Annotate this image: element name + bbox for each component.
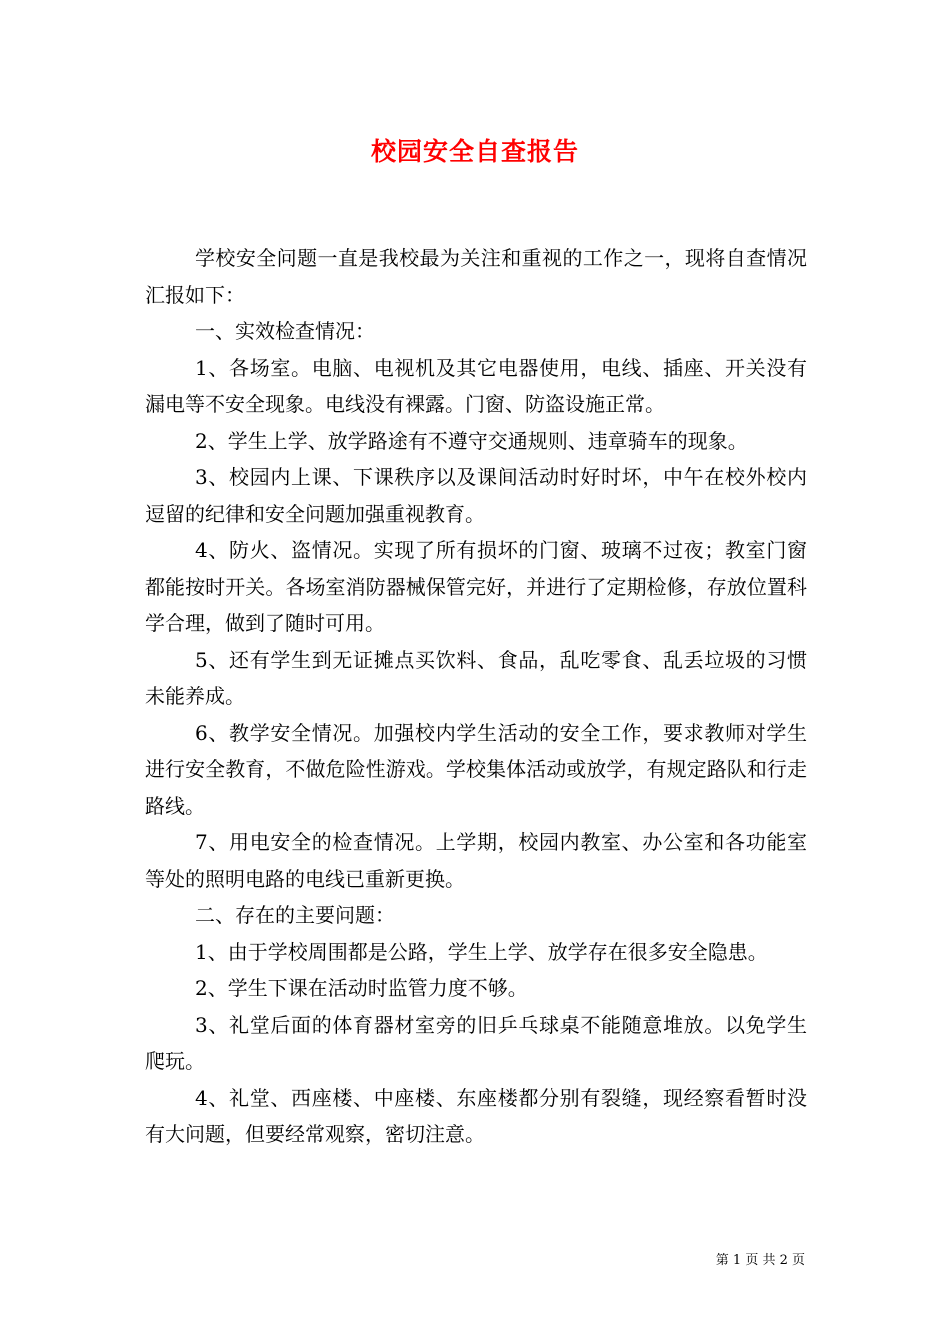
section-heading-2: 二、存在的主要问题： [195, 903, 395, 927]
paragraph-intro: 学校安全问题一直是我校最为关注和重视的工作之一，现将自查情况汇报如下： [145, 246, 807, 307]
paragraph-item: 4、防火、盗情况。实现了所有损坏的门窗、玻璃不过夜；教室门窗都能按时开关。各场室消防器械保管完好，并进行了定期检修，存放位置科学合理，做到了随时可用。 [145, 538, 807, 635]
page-number: 第 1 页 共 2 页 [715, 1253, 805, 1268]
document-title: 校园安全自查报告 [370, 137, 579, 166]
paragraph-item: 6、教学安全情况。加强校内学生活动的安全工作，要求教师对学生进行安全教育，不做危险性游戏。学校集体活动或放学，有规定路队和行走路线。 [145, 720, 807, 818]
paragraph-item: 1、由于学校周围都是公路，学生上学、放学存在很多安全隐患。 [195, 939, 768, 964]
document-body [145, 240, 807, 1153]
paragraph-item: 2、学生下课在活动时监管力度不够。 [195, 976, 528, 1000]
paragraph-item: 7、用电安全的检查情况。上学期，校园内教室、办公室和各功能室等处的照明电路的电线已重新更换。 [145, 830, 807, 891]
section-heading-1: 一、实效检查情况： [195, 319, 375, 343]
paragraph-item: 5、还有学生到无证摊点买饮料、食品，乱吃零食、乱丢垃圾的习惯未能养成。 [145, 647, 807, 708]
paragraph-item: 3、礼堂后面的体育器材室旁的旧乒乓球桌不能随意堆放。以免学生爬玩。 [145, 1012, 807, 1073]
paragraph-item: 2、学生上学、放学路途有不遵守交通规则、违章骑车的现象。 [195, 428, 748, 453]
paragraph-item: 1、各场室。电脑、电视机及其它电器使用，电线、插座、开关没有漏电等不安全现象。电线没有裸露。门窗、防盗设施正常。 [145, 355, 807, 416]
paragraph-item: 4、礼堂、西座楼、中座楼、东座楼都分别有裂缝，现经察看暂时没有大问题，但要经常观察，密切注意。 [145, 1085, 807, 1146]
paragraph-item: 3、校园内上课、下课秩序以及课间活动时好时坏，中午在校外校内逗留的纪律和安全问题加强重视教育。 [145, 465, 807, 526]
